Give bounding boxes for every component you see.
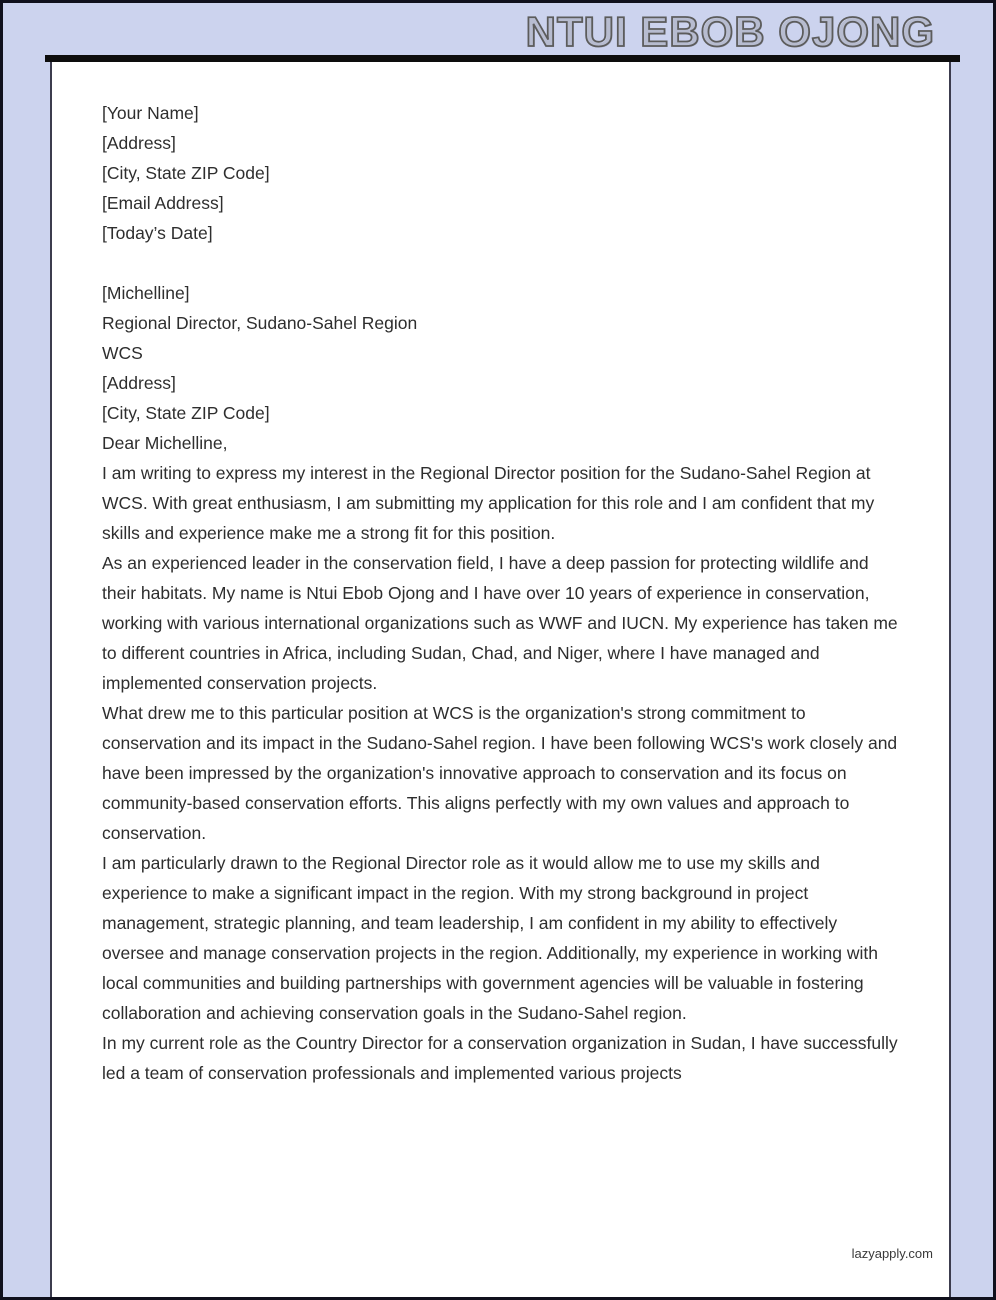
- sender-line: [Your Name]: [102, 103, 199, 123]
- sender-line: [Address]: [102, 133, 176, 153]
- header-divider: [45, 55, 960, 62]
- letter-paragraph: I am particularly drawn to the Regional Director role as it would allow me to use my skills and experience to make a significant impact in the region. With my strong background in project management, strategic planning, and team leadership, I am confident in my ability to effectively oversee and manage conservation projects in the region. Additionally, my experience in working with local communities and building partnerships with government agencies will be valuable in fostering collaboration and achieving conservation goals in the Sudano-Sahel region.: [102, 853, 878, 1023]
- letter-body: [102, 98, 902, 1088]
- letter-paragraph: In my current role as the Country Director for a conservation organization in Sudan, I have successfully led a team of conservation professionals and implemented various projects: [102, 1033, 898, 1083]
- recipient-line: [Michelline]: [102, 283, 190, 303]
- letter-paragraph: I am writing to express my interest in the Regional Director position for the Sudano-Sahel Region at WCS. With great enthusiasm, I am submitting my application for this role and I am confident that my skills and experience make me a strong fit for this position.: [102, 463, 875, 543]
- sender-block: [102, 98, 902, 248]
- letter-paragraph: What drew me to this particular position at WCS is the organization's strong commitment to conservation and its impact in the Sudano-Sahel region. I have been following WCS's work closely and have been impressed by the organization's innovative approach to conservation and its focus on community-based conservation efforts. This aligns perfectly with my own values and approach to conservation.: [102, 703, 898, 843]
- recipient-line: [Address]: [102, 373, 176, 393]
- watermark: lazyapply.com: [851, 1246, 933, 1261]
- recipient-line: WCS: [102, 343, 143, 363]
- sender-line: [Email Address]: [102, 193, 224, 213]
- author-name-heading: NTUI EBOB OJONG: [525, 8, 935, 55]
- salutation: Dear Michelline,: [102, 433, 228, 453]
- sender-line: [Today’s Date]: [102, 223, 213, 243]
- letter-paragraph: As an experienced leader in the conservation field, I have a deep passion for protecting wildlife and their habitats. My name is Ntui Ebob Ojong and I have over 10 years of experience in conservation, working with various international organizations such as WWF and IUCN. My experience has taken me to different countries in Africa, including Sudan, Chad, and Niger, where I have managed and implemented conservation projects.: [102, 553, 898, 693]
- recipient-line: [City, State ZIP Code]: [102, 403, 270, 423]
- document-header: [3, 3, 993, 55]
- sender-line: [City, State ZIP Code]: [102, 163, 270, 183]
- letter-page: [50, 62, 951, 1300]
- recipient-line: Regional Director, Sudano-Sahel Region: [102, 313, 418, 333]
- recipient-block: [102, 278, 902, 428]
